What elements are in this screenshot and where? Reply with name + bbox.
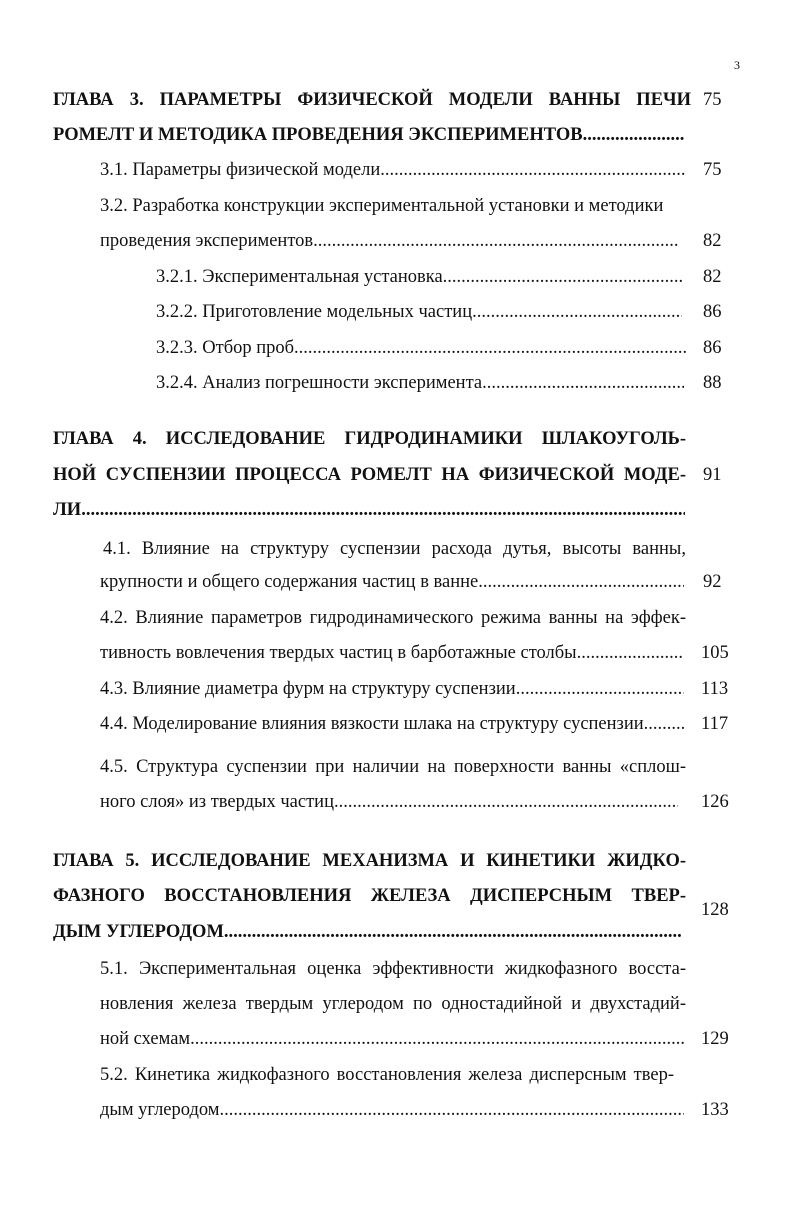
- section-3-2-4-title: 3.2.4. Анализ погрешности эксперимента .....: [156, 371, 684, 395]
- section-4-4-title: 4.4. Моделирование влияния вязкости шлака на структуру суспензии .....: [100, 712, 686, 736]
- chapter-4-title-line-3: ЛИ .....: [53, 498, 685, 522]
- section-5-2-page: 133: [701, 1100, 729, 1120]
- section-5-1-title-line-2: новления железа твердым углеродом по одностадийной и двухстадий-: [100, 994, 686, 1014]
- section-3-2-3-title: 3.2.3. Отбор проб .....: [156, 336, 686, 360]
- section-3-2-3-page: 86: [703, 338, 722, 358]
- section-4-3-page: 113: [701, 679, 729, 699]
- section-5-1-title-line-1: 5.1. Экспериментальная оценка эффективности жидкофазного восста-: [100, 959, 686, 979]
- section-4-4-page: 117: [701, 714, 729, 734]
- section-3-2-1-title: 3.2.1. Экспериментальная установка .....: [156, 265, 684, 289]
- chapter-5-title-line-3: ДЫМ УГЛЕРОДОМ .....: [53, 920, 681, 944]
- section-3-2-4-page: 88: [703, 373, 722, 393]
- section-4-5-page: 126: [701, 792, 729, 812]
- section-4-5-title-line-2: ного слоя» из твердых частиц .....: [100, 790, 678, 814]
- section-4-5-title-line-1: 4.5. Структура суспензии при наличии на поверхности ванны «сплош-: [100, 757, 686, 777]
- section-4-2-title-line-1: 4.2. Влияние параметров гидродинамического режима ванны на эффек-: [100, 608, 686, 628]
- section-3-1-page: 75: [703, 160, 722, 180]
- section-5-1-page: 129: [701, 1029, 729, 1049]
- chapter-3-page: 75: [703, 90, 722, 110]
- chapter-4-title-line-2: НОЙ СУСПЕНЗИИ ПРОЦЕССА РОМЕЛТ НА ФИЗИЧЕСКОЙ МОДЕ-: [53, 465, 686, 485]
- section-4-1-title-line-1: 4.1. Влияние на структуру суспензии расхода дутья, высоты ванны,: [103, 539, 686, 559]
- page-number: 3: [734, 58, 740, 72]
- chapter-5-page: 128: [701, 900, 729, 920]
- section-4-2-title-line-2: тивность вовлечения твердых частиц в барботажные столбы .....: [100, 641, 684, 665]
- section-3-2-1-page: 82: [703, 267, 722, 287]
- section-3-2-2-page: 86: [703, 302, 722, 322]
- chapter-3-title-line-2: РОМЕЛТ И МЕТОДИКА ПРОВЕДЕНИЯ ЭКСПЕРИМЕНТОВ .....: [53, 123, 685, 147]
- section-3-2-title-line-2: проведения экспериментов .....: [100, 229, 678, 253]
- section-3-2-page: 82: [703, 231, 722, 251]
- section-3-2-title-line-1: 3.2. Разработка конструкции экспериментальной установки и методики: [100, 196, 664, 216]
- section-4-1-title-line-2: крупности и общего содержания частиц в ванне .....: [100, 570, 684, 594]
- chapter-5-title-line-1: ГЛАВА 5. ИССЛЕДОВАНИЕ МЕХАНИЗМА И КИНЕТИКИ ЖИДКО-: [53, 851, 686, 871]
- chapter-4-page: 91: [703, 465, 722, 485]
- chapter-5-title-line-2: ФАЗНОГО ВОССТАНОВЛЕНИЯ ЖЕЛЕЗА ДИСПЕРСНЫМ ТВЕР-: [53, 886, 686, 906]
- chapter-4-title-line-1: ГЛАВА 4. ИССЛЕДОВАНИЕ ГИДРОДИНАМИКИ ШЛАКОУГОЛЬ-: [53, 429, 686, 449]
- section-4-2-page: 105: [701, 643, 729, 663]
- section-3-2-2-title: 3.2.2. Приготовление модельных частиц .....: [156, 300, 682, 324]
- chapter-3-title-line-1: ГЛАВА 3. ПАРАМЕТРЫ ФИЗИЧЕСКОЙ МОДЕЛИ ВАННЫ ПЕЧИ: [53, 90, 691, 110]
- section-5-2-title-line-2: дым углеродом .....: [100, 1098, 684, 1122]
- section-5-1-title-line-3: ной схемам .....: [100, 1027, 684, 1051]
- section-4-3-title: 4.3. Влияние диаметра фурм на структуру суспензии .....: [100, 677, 684, 701]
- section-5-2-title-line-1: 5.2. Кинетика жидкофазного восстановления железа дисперсным твер-: [100, 1065, 674, 1085]
- section-4-1-page: 92: [703, 572, 722, 592]
- section-3-1-title: 3.1. Параметры физической модели .....: [100, 158, 686, 182]
